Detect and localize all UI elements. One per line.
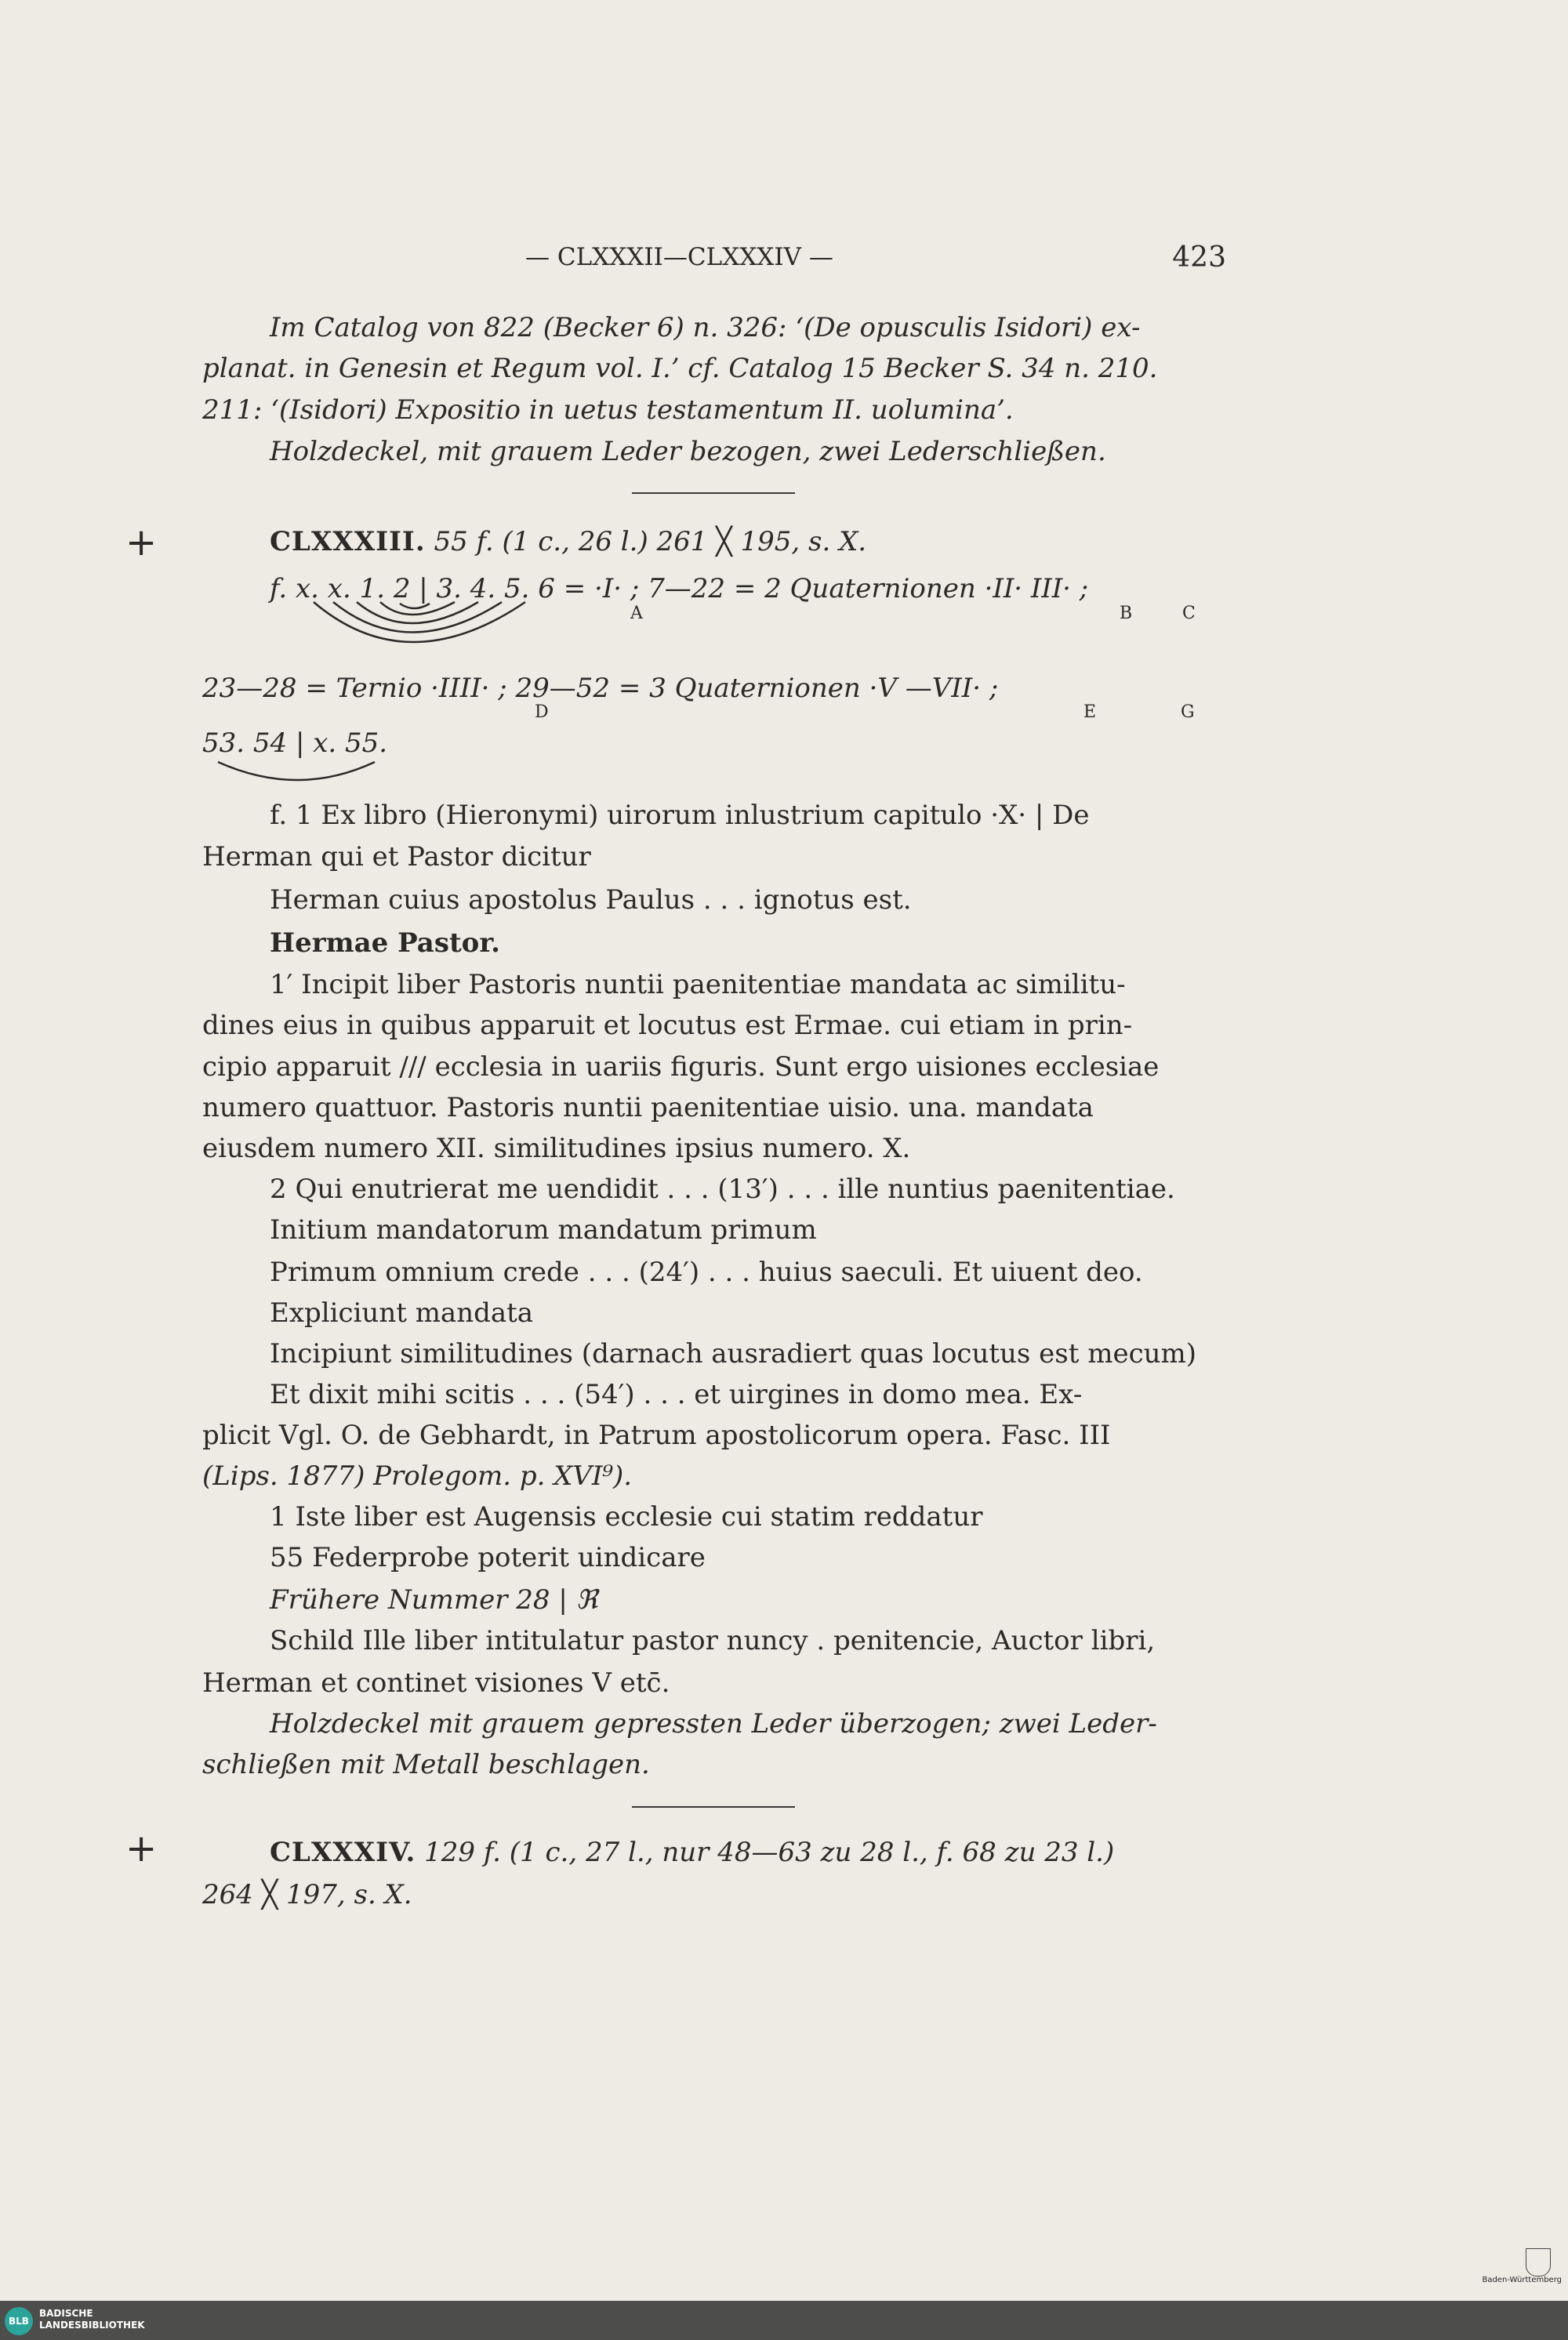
entry-heading (270, 524, 1297, 560)
work-title: Hermae Pastor. (270, 927, 500, 959)
signature-e: E (1083, 702, 1097, 722)
text-line: dines eius in quibus apparuit et locutus est Ermae. cui etiam in prin- (202, 1010, 1133, 1041)
collation-line-1: f. x. x. 1. 2 | 3. 4. 5. 6 = ·I· ; 7—22 = 2 Quaternionen ·II· III· ; (270, 573, 1089, 604)
text-line: plicit Vgl. O. de Gebhardt, in Patrum apostolicorum opera. Fasc. III (202, 1420, 1111, 1451)
text-line: eiusdem numero XII. similitudines ipsius numero. X. (202, 1133, 911, 1164)
quire-diagram (298, 596, 549, 666)
text-line: f. 1 Ex libro (Hieronymi) uirorum inlustrium capitulo ·X· | De (270, 800, 1090, 831)
entry-number: CLXXXIII. (270, 526, 426, 557)
collation-line-2: 23—28 = Ternio ·IIII· ; 29—52 = 3 Quaternionen ·V —VII· ; (202, 673, 999, 704)
crest-icon (1526, 2248, 1551, 2277)
text-line: 2 Qui enutrierat me uendidit . . . (13′) . . . ille nuntius paenitentiae. (270, 1174, 1175, 1205)
section-divider (632, 1806, 795, 1808)
intro-line-4: Holzdeckel, mit grauem Leder bezogen, zwei Lederschließen. (270, 436, 1106, 467)
library-name (39, 2308, 145, 2331)
text-line: Frühere Nummer 28 | ℜ (270, 1584, 598, 1616)
text-line: Herman et continet visiones V etc̄. (202, 1667, 670, 1699)
state-label: Baden-Württemberg (1482, 2276, 1562, 2284)
entry-number: CLXXXIV. (270, 1837, 416, 1868)
collation-line-3: 53. 54 | x. 55. (202, 727, 388, 759)
intro-line-1: Im Catalog von 822 (Becker 6) n. 326: ‘(De opusculis Isidori) ex- (270, 312, 1141, 343)
signature-g: G (1181, 702, 1195, 722)
text-line: cipio apparuit /// ecclesia in uariis figuris. Sunt ergo uisiones ecclesiae (202, 1051, 1160, 1083)
text-line: Expliciunt mandata (270, 1297, 534, 1329)
text-line: 55 Federprobe poterit uindicare (270, 1542, 706, 1573)
section-divider (632, 492, 795, 494)
text-line: numero quattuor. Pastoris nuntii paenitentiae uisio. una. mandata (202, 1092, 1094, 1123)
intro-line-2: planat. in Genesin et Regum vol. I.’ cf. Catalog 15 Becker S. 34 n. 210. (202, 353, 1158, 384)
text-line: schließen mit Metall beschlagen. (202, 1749, 650, 1780)
text-line: 1′ Incipit liber Pastoris nuntii paenitentiae mandata ac similitu- (270, 969, 1126, 1000)
page-number: 423 (1172, 241, 1226, 274)
intro-line-3: 211: ‘(Isidori) Expositio in uetus testamentum II. uolumina’. (202, 394, 1014, 426)
entry-marker: + (125, 1827, 158, 1870)
signature-d: D (535, 702, 549, 722)
text-line: Et dixit mihi scitis . . . (54′) . . . et uirgines in domo mea. Ex- (270, 1379, 1083, 1410)
entry-description: 55 f. (1 c., 26 l.) 261 ╳ 195, s. X. (434, 526, 867, 557)
text-line: Herman qui et Pastor dicitur (202, 841, 591, 873)
library-name-line-1: BADISCHE (39, 2308, 93, 2319)
text-line: 264 ╳ 197, s. X. (202, 1879, 412, 1910)
text-line: 1 Iste liber est Augensis ecclesie cui statim reddatur (270, 1501, 983, 1533)
quire-diagram-2 (212, 759, 384, 790)
running-title: — CLXXXII—CLXXXIV — (525, 243, 833, 271)
text-line: Schild Ille liber intitulatur pastor nuncy . penitencie, Auctor libri, (270, 1625, 1156, 1656)
text-line: Primum omnium crede . . . (24′) . . . huius saeculi. Et uiuent deo. (270, 1257, 1143, 1288)
entry-description: 129 f. (1 c., 27 l., nur 48—63 zu 28 l., f. 68 zu 23 l.) (424, 1837, 1115, 1868)
signature-b: B (1120, 604, 1133, 623)
text-line: Herman cuius apostolus Paulus . . . ignotus est. (270, 884, 912, 916)
text-line: Initium mandatorum mandatum primum (270, 1214, 817, 1246)
entry-heading (270, 1834, 1297, 1870)
signature-a: A (630, 604, 643, 623)
signature-c: C (1182, 604, 1196, 623)
text-line: Incipiunt similitudines (darnach ausradiert quas locutus est mecum) (270, 1338, 1197, 1370)
library-logo-icon: BLB (5, 2307, 33, 2335)
library-name-line-2: LANDESBIBLIOTHEK (39, 2320, 145, 2331)
library-bar (0, 2301, 1568, 2340)
entry-marker: + (125, 521, 158, 564)
text-line: (Lips. 1877) Prolegom. p. XVI⁹). (202, 1460, 633, 1492)
text-line: Holzdeckel mit grauem gepressten Leder überzogen; zwei Leder- (270, 1708, 1157, 1740)
